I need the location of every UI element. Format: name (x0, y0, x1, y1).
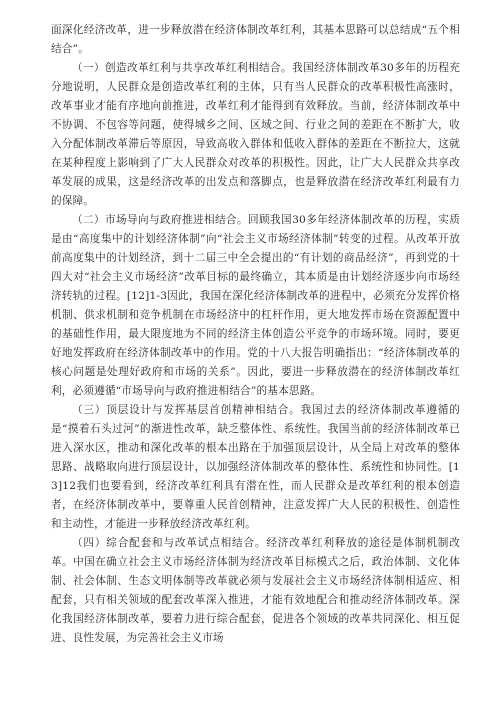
paragraph-4: （四）综合配套和与改革试点相结合。经济改革红利释放的途径是体制机制改革。中国在确立社会主义市场经济体制为经济改革目标模式之后，政治体制、文化体制、社会体制、生态文明体制等改革就必须与发展社会主义市场经济体制相适应、相配套，只有相关领域的配套改革深入推进，才能有效地配合和推动经济体制改革。深化我国经济体制改革，要着力进行综合配套，促进各个领域的改革共同深化、相互促进、良性发展，为完善社会主义市场 (51, 537, 460, 644)
paragraph-3: （三）顶层设计与发挥基层首创精神相结合。我国过去的经济体制改革遵循的是“摸着石头过河”的渐进性改革，缺乏整体性、系统性。我国当前的经济体制改革已进入深水区，推动和深化改革的根本出路在于加强顶层设计，从全局上对改革的整体思路、战略取向进行顶层设计，以加强经济体制改革的整体性、系统性和协同性。[13]12我们也要看到，经济改革红利具有潜在性，而人民群众是改革红利的根本创造者，在经济体制改革中，要尊重人民首创精神，注意发挥广大人民的积极性、创造性和主动性，才能进一步释放经济改革红利。 (51, 404, 460, 530)
paragraph-intro: 面深化经济改革，进一步释放潜在经济体制改革红利，其基本思路可以总结成“五个相结合”。 (51, 24, 460, 55)
paragraph-1: （一）创造改革红利与共享改革红利相结合。我国经济体制改革30多年的历程充分地说明，人民群众是创造改革红利的主体，只有当人民群众的改革积极性高涨时，改革事业才能有序地向前推进，改革红利才能得到有效释放。当前，经济体制改革中不协调、不包容等问题，使得城乡之间、区域之间、行业之间的差距在不断扩大，收入分配体制改革滞后等原因，导致高收入群体和低收入群体的差距在不断拉大，这就在某种程度上影响到了广大人民群众对改革的积极性。因此，让广大人民群众共享改革发展的成果，这是经济改革的出发点和落脚点，也是释放潜在经济改革红利最有力的保障。 (51, 62, 460, 207)
paragraph-2: （二）市场导向与政府推进相结合。回顾我国30多年经济体制改革的历程，实质是由“高度集中的计划经济体制”向“社会主义市场经济体制”转变的过程。从改革开放前高度集中的计划经济，到十二届三中全会提出的“有计划的商品经济”，再到党的十四大对“社会主义市场经济”改革目标的最终确立，其本质是由计划经济逐步向市场经济转轨的过程。[12]1-3因此，我国在深化经济体制改革的进程中，必须充分发挥价格机制、供求机制和竞争机制在市场经济中的杠杆作用，更大地发挥市场在资源配置中的基础性作用，最大限度地为不同的经济主体创造公平竞争的市场环境。同时，要更好地发挥政府在经济体制改革中的作用。党的十八大报告明确指出：“经济体制改革的核心问题是处理好政府和市场的关系”。因此，要进一步释放潜在的经济体制改革红利，必须遵循“市场导向与政府推进相结合”的基本思路。 (51, 214, 460, 397)
